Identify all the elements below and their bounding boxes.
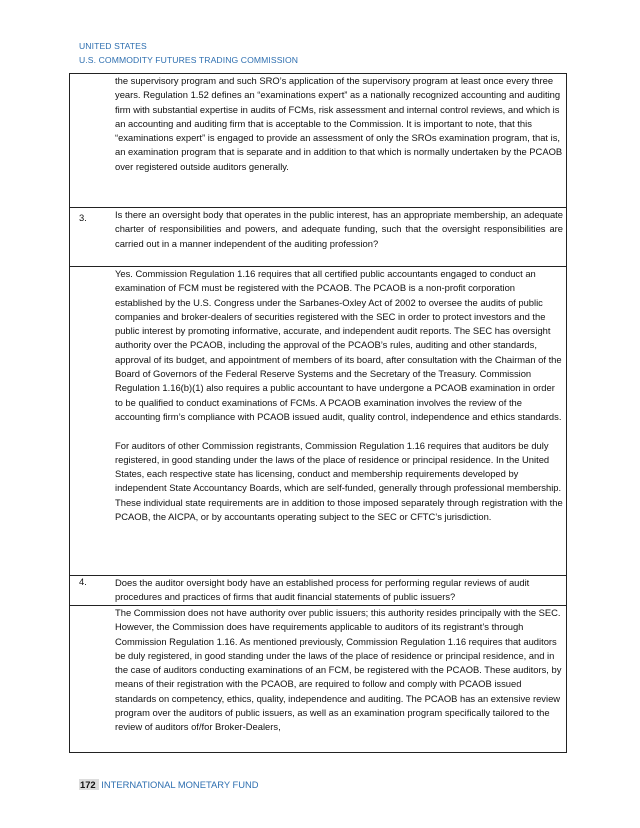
answer-paragraph: Yes. Commission Regulation 1.16 requires that all certified public accountants engaged to conduct an examination of FCM must be registered with the PCAOB. The PCAOB is a non-profit corporation established by the U.S. Congress under the Sarbanes-Oxley Act of 2002 to oversee the audits of public companies and broker-dealers of securities registered with the SEC in order to protect investors and the public interest by promoting informative, accurate, and independent audit reports. The SEC has oversight authority over the PCAOB, including the approval of the PCAOB’s rules, auditing and other standards, approval of its budget, and appointment of members of its board, after consultation with the Chairman of the Board of Governors of the Federal Reserve Systems and the Secretary of the Treasury. Commission Regulation 1.16(b)(1) also requires a public accountant to have undergone a PCAOB examination in order to be qualified to conduct examinations of FCMs. A PCAOB examination involves the review of the accounting firm’s compliance with PCAOB issued audit, quality control, independence and ethics standards.	[115, 268, 562, 422]
header-agency: U.S. COMMODITY FUTURES TRADING COMMISSION	[79, 55, 299, 65]
question-number: 3.	[79, 212, 87, 223]
page-footer	[79, 779, 259, 790]
header-country: UNITED STATES	[79, 41, 147, 51]
answer-row	[70, 606, 567, 753]
page-number: 172	[79, 779, 99, 790]
question-text: Is there an oversight body that operates in the public interest, has an appropriate membership, an adequate charter of responsibilities and powers, and adequate funding, such that the oversight responsibilities are carried out in a manner independent of the auditing profession?	[115, 209, 563, 249]
question-number: 4.	[79, 576, 87, 587]
answer-paragraph: the supervisory program and such SRO’s application of the supervisory program at least once every three years. Regulation 1.52 defines an “examinations expert” as a nationally recognized accounting and auditing firm with substantial expertise in audits of FCMs, risk assessment and internal control reviews, and which is an accounting and auditing firm that is acceptable to the Commission. It is important to note, that this “examinations expert” is engaged to provide an assessment of only the SROs examination program, that is, an examination program that is separate and in addition to that which is normally undertaken by the PCAOB over registered outside auditors generally.	[115, 75, 563, 172]
assessment-table	[69, 73, 567, 753]
question-row	[70, 208, 567, 267]
answer-row	[70, 267, 567, 576]
answer-paragraph: For auditors of other Commission registrants, Commission Regulation 1.16 requires that auditors be duly registered, in good standing under the laws of the place of residence or principal residence. In the United States, each respective state has licensing, conduct and membership requirements developed by independent State Accountancy Boards, which are self-funded, generally through professional membership. These individual state requirements are in addition to those imposed separately through registration with the PCAOB, the AICPA, or by accountants operating subject to the SEC or CFTC’s jurisdiction.	[115, 439, 563, 523]
answer-paragraph: The Commission does not have authority over public issuers; this authority resides principally with the SEC. However, the Commission does have requirements applicable to auditors of its registrant’s through Commission Regulation 1.16. As mentioned previously, Commission Regulation 1.16 requires that auditors be duly registered, in good standing under the laws of the place of residence or principal residence, and in the case of auditors conducting examinations of an FCM, be registered with the PCAOB. These auditors, by means of their registration with the PCAOB, are required to follow and comply with PCAOB issued standards on competency, ethics, quality, independence and auditing. The PCAOB has an extensive review program over the auditors of public issuers, as well as an examination program specifically tailored to the review of auditors of/for Broker-Dealers,	[115, 607, 562, 733]
question-row	[70, 576, 567, 606]
answer-row	[70, 74, 567, 208]
footer-publisher: INTERNATIONAL MONETARY FUND	[101, 779, 259, 790]
question-text: Does the auditor oversight body have an established process for performing regular reviews of audit procedures and practices of firms that audit financial statements of public issuers?	[115, 577, 530, 603]
